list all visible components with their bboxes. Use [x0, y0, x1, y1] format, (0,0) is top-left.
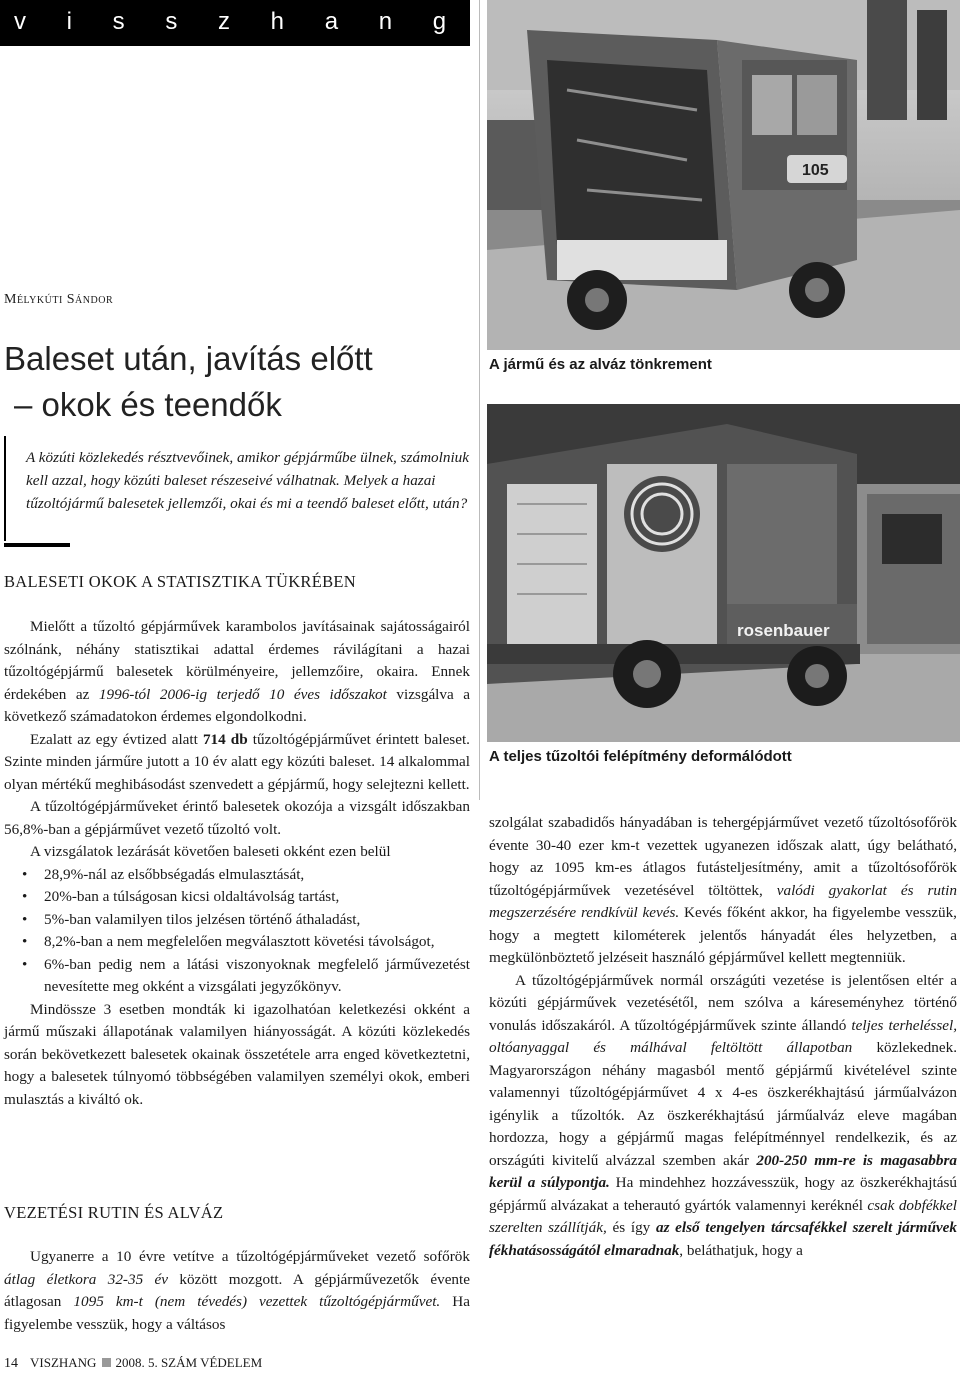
- wrecked-truck-photo: [487, 0, 960, 350]
- author-name: Mélykúti Sándor: [4, 292, 114, 307]
- fire-truck-illustration: [487, 404, 960, 742]
- title-line-2: – okok és teendők: [14, 386, 282, 423]
- page-footer: [4, 1355, 262, 1372]
- list-item: • 20%-ban a túlságosan kicsi oldaltávolság tartást,: [4, 886, 470, 909]
- list-item: • 8,2%-ban a nem megfelelően megválasztott követési távolságot,: [4, 931, 470, 954]
- paragraph: Mielőtt a tűzoltó gépjárművek karambolos javításainak sajátosságairól szólnánk, néhány statisztikai adattal érdemes rávilágítani a hazai tűzoltógépjármű balesetek körülményeire, jellemzőire, okaira. Ennek érdekében az 1996-tól 2006-ig terjedő 10 éves időszakot vizsgálva a következő számadatokon érdemes elgondolkodni.: [4, 618, 470, 725]
- list-item: • 6%-ban pedig nem a látási viszonyoknak megfelelő járművezetést nevesítette meg okként a vizsgálati jegyzőkönyv.: [4, 954, 470, 999]
- lead-paragraph: A közúti közlekedés résztvevőinek, amikor gépjárműbe ülnek, számolniuk kell azzal, hogy közúti baleset részeseivé válhatnak. Melyek a hazai tűzoltójármű balesetek jellemzői, okai és mi a teendő baleset előtt, után?: [26, 449, 469, 512]
- paragraph: A vizsgálatok lezárását követően baleseti okként ezen belül: [30, 843, 391, 860]
- cause-list: [4, 864, 470, 999]
- section-heading-2: VEZETÉSI RUTIN ÉS ALVÁZ: [4, 1203, 224, 1222]
- magazine-name: VISZHANG: [30, 1355, 97, 1370]
- paragraph: Ezalatt az egy évtized alatt 714 db tűzoltógépjárművet érintett baleset. Szinte minden járműre jutott a 10 év alatt egy közúti baleset. 14 alkalommal olyan mértékű meghibásodást szenvedett a gépjármű, hogy selejtezni kellett.: [4, 730, 470, 793]
- lead-bar: [4, 436, 6, 541]
- separator-square: [102, 1358, 111, 1367]
- paragraph: Mindössze 3 esetben mondták ki igazolhatóan keletkezési okként a jármű műszaki állapotának valamilyen hiányosságát. A közúti közlekedés során bekövetkezett balesetek okainak összetétele arra enged következtetni, hogy a balesetek túlnyomó többségében valamilyen személyi okok, emberi mulasztás a kiváltó ok.: [4, 1000, 470, 1108]
- photo-caption-2: A teljes tűzoltói felépítmény deformálódott: [489, 748, 792, 765]
- lead-rule: [4, 543, 70, 547]
- title-line-1: Baleset után, javítás előtt: [4, 340, 373, 377]
- list-item: • 5%-ban valamilyen tilos jelzésen történő áthaladást,: [4, 909, 470, 932]
- section-title: v i s s z h a n g: [14, 8, 464, 35]
- list-item: • 28,9%-nál az elsőbbségadás elmulasztását,: [4, 864, 470, 887]
- right-column-body: [489, 812, 957, 1262]
- photo-caption-1: A jármű és az alváz tönkrement: [489, 356, 712, 373]
- section-heading-1: BALESETI OKOK A STATISZTIKA TÜKRÉBEN: [4, 572, 357, 591]
- left-column-body-2: [4, 1246, 470, 1336]
- paragraph: Ugyanerre a 10 évre vetítve a tűzoltógépjárműveket vezető sofőrök átlag életkora 32-35 év között mozgott. A gépjárművezetők évente átlagosan 1095 km-t (nem tévedés) vezettek tűzoltógépjárművet. Ha figyelembe vesszük, hogy a váltásos: [4, 1248, 470, 1333]
- column-divider: [479, 0, 480, 800]
- article-title: [4, 336, 373, 428]
- paragraph: A tűzoltógépjárművek normál országúti vezetése is jelentősen eltér a közúti gépjárművek vezetésétől, nem szólva a káreseményhez történő vonulás időszakáról. A tűzoltógépjárművek szinte állandó teljes terheléssel, oltóanyaggal és málhával feltöltött állapotban közlekednek. Magyarországon néhány magasból mentő gépjármű kivételével szinte valamennyi tűzoltógépjárművet 4 x 4-es öszkerékhajtású járműalvázon igénylik a tűzoltók. Az öszkerékhajtású járműalváz eleve magában hordozza, hogy a gépjármű magas felépítménnyel rendelkezik, és az országúti kivitelű alvázzal szemben akár 200-250 mm-re is magasabbra kerül a súlypontja. Ha mindehhez hozzávesszük, hogy az öszkerékhajtású gépjármű alvázakat a teherautó gyártók valamennyi keréknél csak dobfékkel szerelten szállítják, és így az első tengelyen tárcsafékkel szerelt járművek fékhatásosságától elmaradnak, beláthatjuk, hogy a: [489, 971, 957, 1259]
- section-banner: [0, 0, 470, 46]
- paragraph: A tűzoltógépjárműveket érintő balesetek okozója a vizsgált időszakban 56,8%-ban a gépjárművet vezető tűzoltó volt.: [4, 798, 470, 838]
- deformed-superstructure-photo: [487, 404, 960, 742]
- paragraph: szolgálat szabadidős hányadában is tehergépjárművet vezető tűzoltósofőrök évente 30-40 ezer km-t vezettek ugyanezen időszak alatt, úgy belátható, hogy az 1095 km-es átlagos futásteljesítmény, amit a tűzoltósofőrök tűzoltógépjárművek vezetésével töltöttek, valódi gyakorlat és rutin megszerzésére rendkívül kevés. Kevés főként akkor, ha figyelembe vesszük, hogy a megtett kilométerek jelentős hányadát éles helyzetben, a megkülönböztető jelzéseit használó gépjárművel kellett megtenniük.: [489, 814, 957, 966]
- wrecked-truck-illustration: [487, 0, 960, 350]
- unit-number: 105: [802, 162, 829, 179]
- issue-info: 2008. 5. SZÁM VÉDELEM: [115, 1355, 263, 1370]
- brand-logo-text: rosenbauer: [737, 621, 830, 640]
- left-column-body: [4, 616, 470, 1111]
- page-number: 14: [4, 1356, 18, 1371]
